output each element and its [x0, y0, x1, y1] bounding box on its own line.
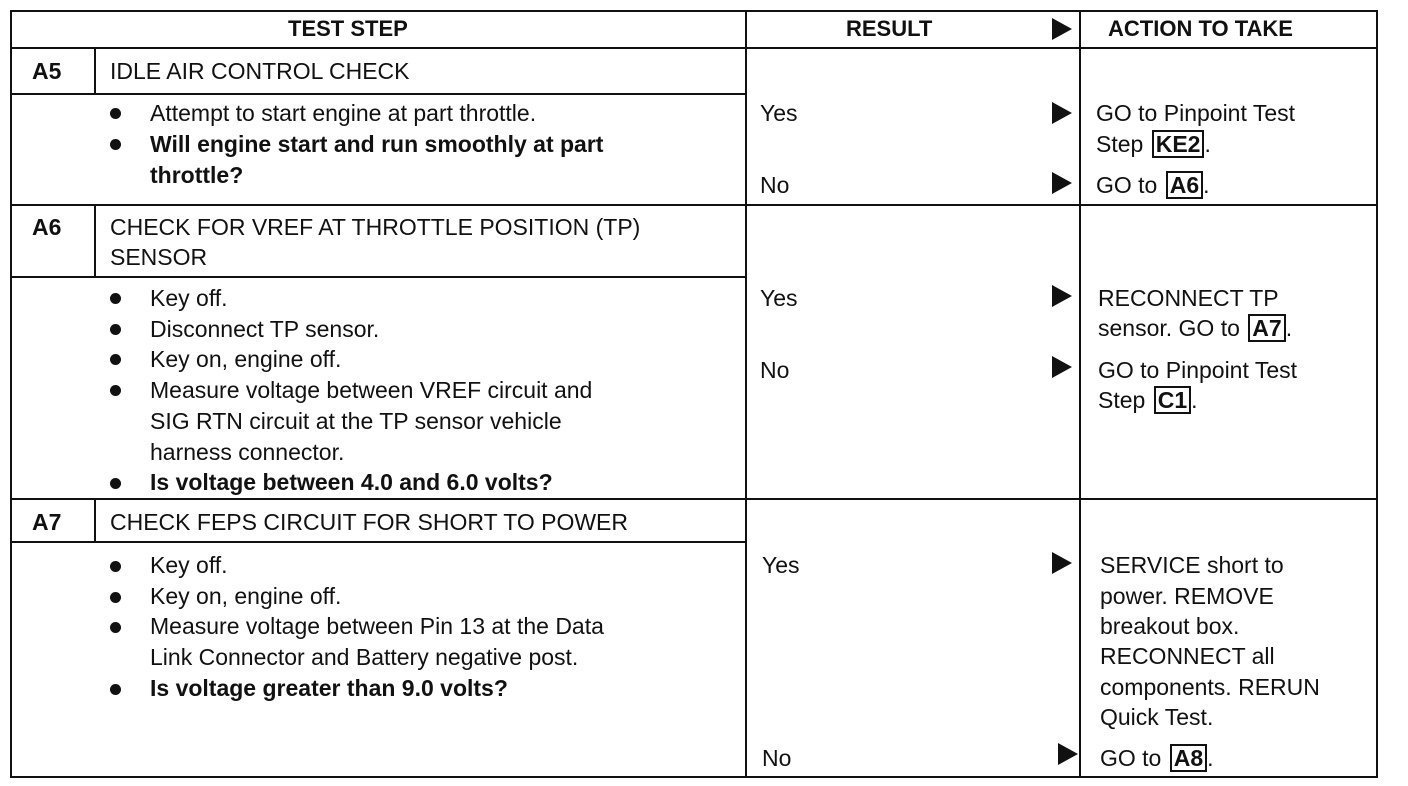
action-line — [1098, 313, 1292, 344]
step-bullet: Is voltage between 4.0 and 6.0 volts? — [150, 469, 553, 495]
arrow-icon — [1052, 102, 1072, 124]
arrow-icon — [1052, 552, 1072, 574]
action-line — [1100, 743, 1214, 774]
step-title: IDLE AIR CONTROL CHECK — [110, 58, 410, 84]
step-bullet: Key on, engine off. — [150, 346, 342, 372]
action-text: power. REMOVE — [1100, 583, 1274, 609]
action-suffix: . — [1285, 315, 1293, 341]
action-text: Quick Test. — [1100, 704, 1214, 730]
step-bullet: Key on, engine off. — [150, 583, 342, 609]
bullet-icon — [110, 622, 121, 633]
step-ref-link[interactable]: A6 — [1166, 171, 1203, 199]
action-text: GO to Pinpoint Test — [1098, 357, 1298, 383]
result-yes: Yes — [760, 100, 798, 126]
bullet-icon — [110, 293, 121, 304]
bullet-icon — [110, 684, 121, 695]
header-result: RESULT — [846, 16, 933, 41]
step-bullet: Attempt to start engine at part throttle. — [150, 100, 537, 126]
bullet-icon — [110, 478, 121, 489]
step-bullet: Will engine start and run smoothly at part — [150, 131, 604, 157]
result-yes: Yes — [760, 285, 798, 311]
step-bullet: Is voltage greater than 9.0 volts? — [150, 675, 508, 701]
bullet-icon — [110, 139, 121, 150]
action-text: breakout box. — [1100, 613, 1240, 639]
step-title: CHECK FEPS CIRCUIT FOR SHORT TO POWER — [110, 509, 628, 535]
action-text: sensor. GO to — [1098, 315, 1247, 341]
step-bullet-continued: SIG RTN circuit at the TP sensor vehicle — [150, 408, 562, 434]
action-text: Step — [1098, 387, 1152, 413]
action-text: GO to — [1100, 745, 1168, 771]
action-text: GO to Pinpoint Test — [1096, 100, 1296, 126]
step-id: A6 — [32, 214, 62, 240]
action-suffix: . — [1191, 387, 1198, 413]
bullet-icon — [110, 592, 121, 603]
bullet-icon — [110, 385, 121, 396]
step-ref-link[interactable]: C1 — [1154, 386, 1191, 414]
result-no: No — [760, 357, 790, 383]
action-text: SERVICE short to — [1100, 552, 1284, 578]
step-ref-link[interactable]: A8 — [1170, 744, 1207, 772]
action-text: GO to — [1096, 172, 1164, 198]
step-bullet-continued: harness connector. — [150, 439, 345, 465]
action-suffix: . — [1207, 745, 1214, 771]
bullet-icon — [110, 108, 121, 119]
step-ref-link[interactable]: KE2 — [1152, 130, 1205, 158]
step-bullet-continued: Link Connector and Battery negative post. — [150, 644, 579, 670]
action-text: RECONNECT TP — [1098, 285, 1279, 311]
arrow-icon — [1052, 172, 1072, 194]
arrow-icon — [1052, 356, 1072, 378]
action-suffix: . — [1203, 172, 1210, 198]
result-no: No — [762, 745, 792, 771]
step-bullet: Disconnect TP sensor. — [150, 316, 380, 342]
action-text: components. RERUN — [1100, 674, 1320, 700]
step-bullet: Measure voltage between VREF circuit and — [150, 377, 593, 403]
action-line — [1096, 129, 1211, 160]
header-test-step: TEST STEP — [288, 16, 408, 41]
header-arrow-icon — [1052, 18, 1072, 40]
step-bullet: Key off. — [150, 285, 228, 311]
action-text: Step — [1096, 131, 1150, 157]
action-line — [1096, 170, 1210, 201]
arrow-icon — [1052, 285, 1072, 307]
bullet-icon — [110, 354, 121, 365]
arrow-icon — [1058, 743, 1078, 765]
step-id: A5 — [32, 58, 62, 84]
step-title: CHECK FOR VREF AT THROTTLE POSITION (TP) — [110, 214, 641, 240]
header-action: ACTION TO TAKE — [1108, 16, 1293, 41]
step-title: SENSOR — [110, 244, 208, 270]
step-bullet: Measure voltage between Pin 13 at the Data — [150, 613, 604, 639]
step-id: A7 — [32, 509, 62, 535]
step-bullet-continued: throttle? — [150, 162, 244, 188]
result-yes: Yes — [762, 552, 800, 578]
bullet-icon — [110, 324, 121, 335]
action-text: RECONNECT all — [1100, 643, 1275, 669]
result-no: No — [760, 172, 790, 198]
step-bullet: Key off. — [150, 552, 228, 578]
bullet-icon — [110, 561, 121, 572]
step-ref-link[interactable]: A7 — [1248, 314, 1285, 342]
action-suffix: . — [1204, 131, 1211, 157]
action-line — [1098, 385, 1198, 416]
